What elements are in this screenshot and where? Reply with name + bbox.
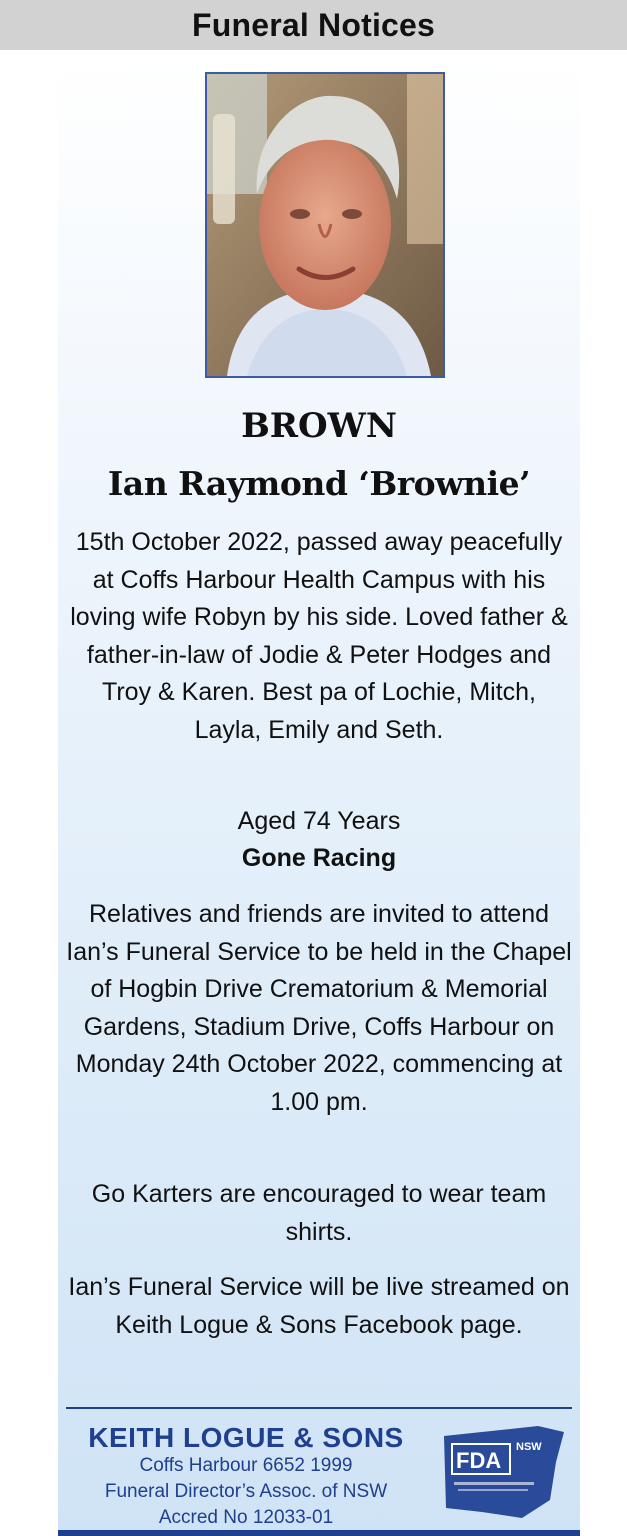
section-title: Funeral Notices [191,6,436,43]
funeral-director-association: Funeral Director’s Assoc. of NSW [104,1481,388,1502]
service-details: Relatives and friends are invited to attend Ian’s Funeral Service to be held in the Chapel of Hogbin Drive Crematorium & Memorial Gardens, Stadium Drive, Coffs Harbour on Monday 24th October 2022, commencing at 1.00 pm. [66,900,572,1116]
age-line: Aged 74 Years [237,807,401,835]
section-header [0,0,627,50]
funeral-director-name: KEITH LOGUE & SONS [88,1422,404,1453]
deceased-full-name: Ian Raymond ‘Brownie’ [107,464,531,503]
death-announcement: 15th October 2022, passed away peacefully at Coffs Harbour Health Campus with his loving wife Robyn by his side. Loved father & father-in-law of Jodie & Peter Hodges and Troy & Karen. Best pa of Lochie, Mitch, Layla, Emily and Seth. [70,528,568,744]
funeral-notice [58,58,580,1536]
funeral-director-accreditation: Accred No 12033-01 [158,1507,334,1528]
svg-text:NSW: NSW [516,1441,542,1453]
fda-nsw-logo [442,1422,566,1522]
dress-note: Go Karters are encouraged to wear team shirts. [91,1180,547,1246]
footer-divider [66,1407,572,1409]
portrait-illustration [207,74,443,376]
portrait-photo [205,72,445,378]
bottom-border [58,1530,580,1536]
svg-text:FDA: FDA [456,1448,502,1473]
livestream-note: Ian’s Funeral Service will be live streamed on Keith Logue & Sons Facebook page. [68,1273,570,1339]
funeral-director-phone: Coffs Harbour 6652 1999 [139,1455,353,1476]
deceased-surname: BROWN [241,406,397,446]
motto-line: Gone Racing [241,844,397,872]
